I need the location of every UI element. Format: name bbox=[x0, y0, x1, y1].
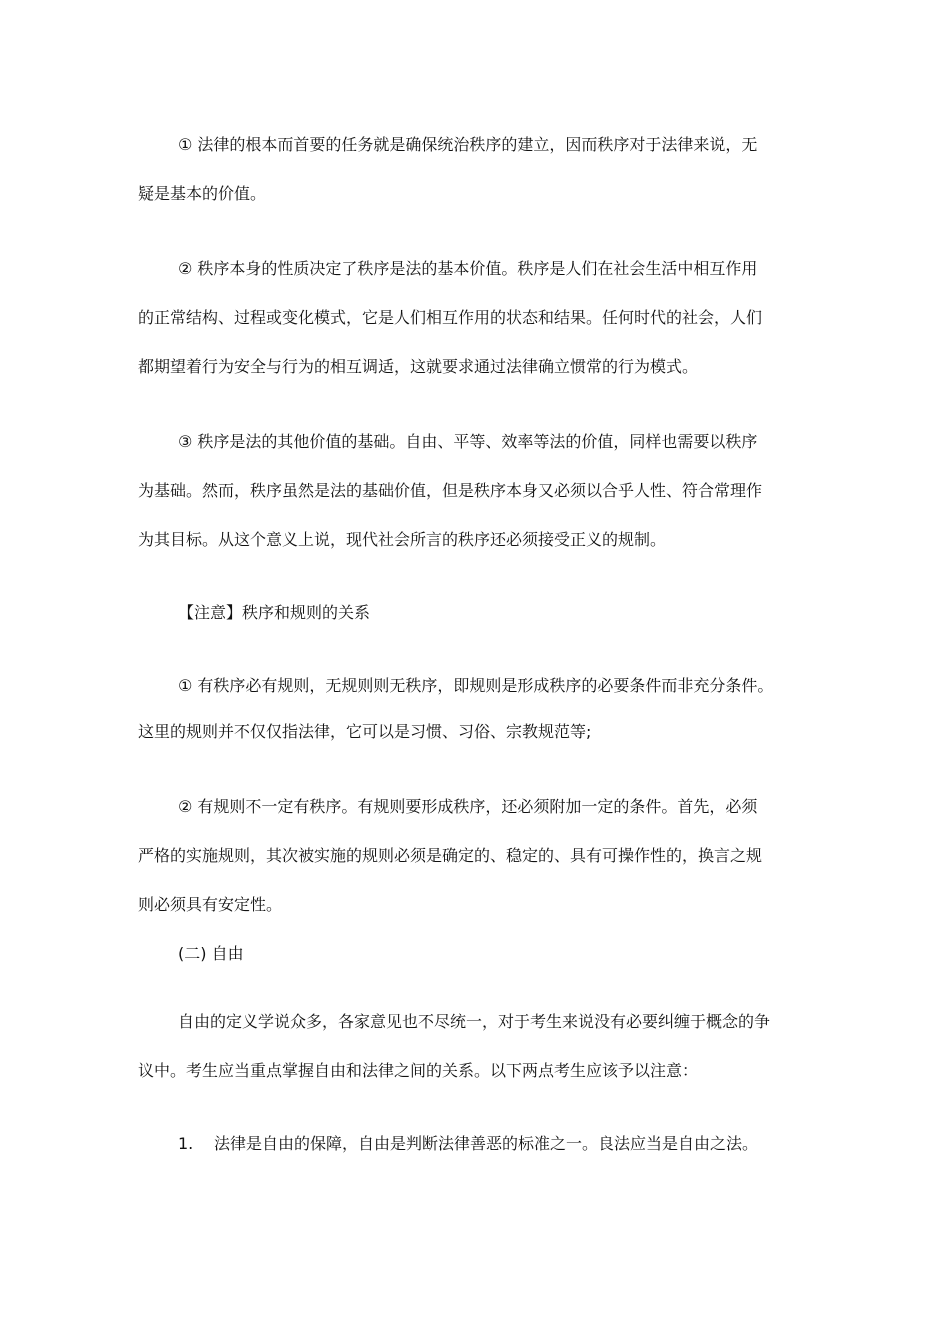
note-heading: 【注意】秩序和规则的关系 bbox=[178, 603, 371, 622]
paragraph-2-line-1: ② 秩序本身的性质决定了秩序是法的基本价值。秩序是人们在社会生活中相互作用 bbox=[178, 259, 758, 278]
paragraph-3-line-3: 为其目标。从这个意义上说，现代社会所言的秩序还必须接受正义的规制。 bbox=[138, 530, 667, 549]
freedom-paragraph-line-2: 议中。考生应当重点掌握自由和法律之间的关系。以下两点考生应该予以注意： bbox=[138, 1061, 699, 1080]
paragraph-3-line-2: 为基础。然而，秩序虽然是法的基础价值，但是秩序本身又必须以合乎人性、符合常理作 bbox=[138, 481, 763, 500]
freedom-paragraph-line-1: 自由的定义学说众多，各家意见也不尽统一，对于考生来说没有必要纠缠于概念的争 bbox=[178, 1012, 771, 1031]
list-item-text: 法律是自由的保障，自由是判断法律善恶的标准之一。良法应当是自由之法。 bbox=[214, 1134, 759, 1153]
note-item-2-line-2: 严格的实施规则，其次被实施的规则必须是确定的、稳定的、具有可操作性的，换言之规 bbox=[138, 846, 763, 865]
note-item-1-line-2: 这里的规则并不仅仅指法律，它可以是习惯、习俗、宗教规范等; bbox=[138, 722, 592, 741]
paragraph-1-line-1: ① 法律的根本而首要的任务就是确保统治秩序的建立，因而秩序对于法律来说，无 bbox=[178, 135, 758, 154]
list-item-number: 1. bbox=[178, 1134, 194, 1153]
paragraph-3-line-1: ③ 秩序是法的其他价值的基础。自由、平等、效率等法的价值，同样也需要以秩序 bbox=[178, 432, 758, 451]
note-item-1-line-1: ① 有秩序必有规则，无规则则无秩序，即规则是形成秩序的必要条件而非充分条件。 bbox=[178, 676, 774, 695]
note-item-2-line-3: 则必须具有安定性。 bbox=[138, 895, 283, 914]
note-item-2-line-1: ② 有规则不一定有秩序。有规则要形成秩序，还必须附加一定的条件。首先，必须 bbox=[178, 797, 758, 816]
section-heading: (二) 自由 bbox=[178, 944, 244, 963]
paragraph-2-line-3: 都期望着行为安全与行为的相互调适，这就要求通过法律确立惯常的行为模式。 bbox=[138, 357, 699, 376]
paragraph-2-line-2: 的正常结构、过程或变化模式，它是人们相互作用的状态和结果。任何时代的社会，人们 bbox=[138, 308, 763, 327]
paragraph-1-line-2: 疑是基本的价值。 bbox=[138, 184, 267, 203]
list-item-1 bbox=[178, 1134, 758, 1154]
